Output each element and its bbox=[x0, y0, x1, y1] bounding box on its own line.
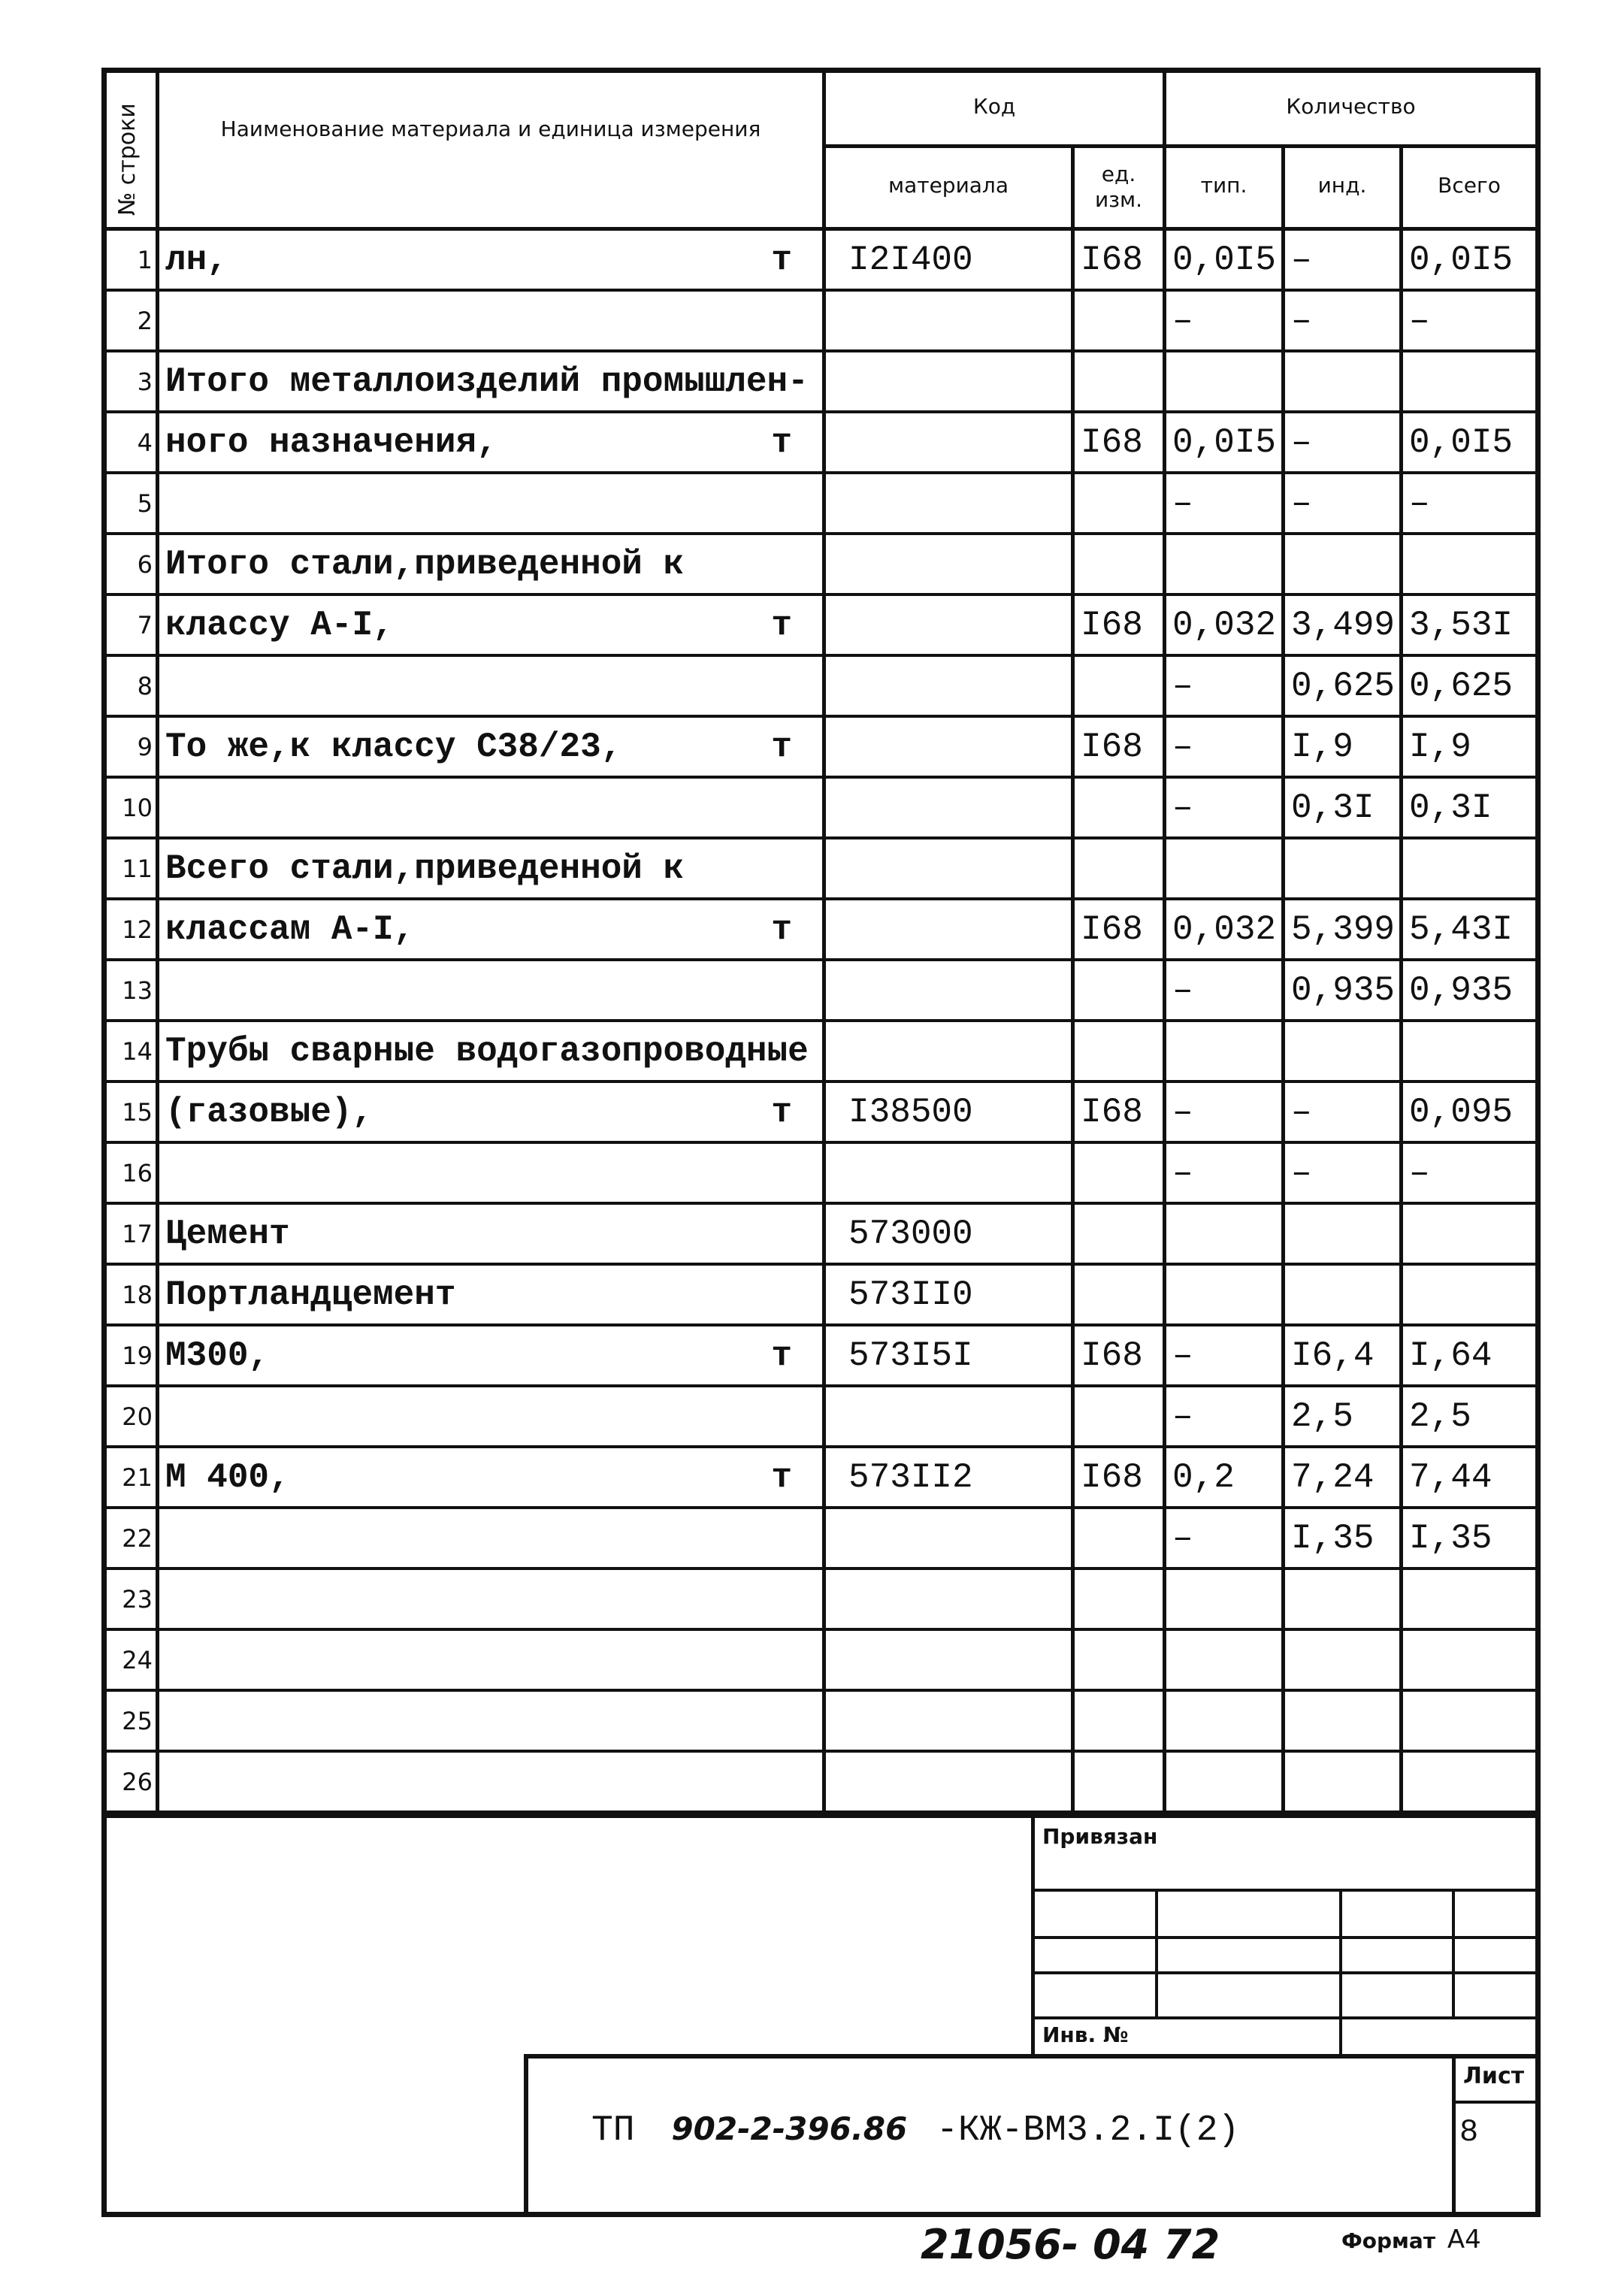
qty-ind: 3,499 bbox=[1285, 596, 1403, 654]
unit-code bbox=[1075, 474, 1166, 532]
qty-total: 0,625 bbox=[1409, 666, 1514, 706]
unit-sign: т bbox=[771, 605, 792, 645]
qty-typ bbox=[1166, 1692, 1285, 1750]
qty-ind bbox=[1285, 1205, 1403, 1263]
material-code bbox=[826, 292, 1075, 349]
row-number: 23 bbox=[107, 1570, 159, 1628]
unit-code bbox=[1075, 961, 1166, 1019]
qty-ind: I,9 bbox=[1285, 718, 1403, 776]
qty-total bbox=[1403, 839, 1535, 897]
qty-typ: – bbox=[1166, 657, 1285, 715]
unit-code bbox=[1075, 1266, 1166, 1323]
material-name-cell bbox=[159, 1387, 826, 1445]
row-number: 10 bbox=[107, 779, 159, 836]
unit-code: I68 bbox=[1075, 718, 1166, 776]
header-name: Наименование материала и единица измерения bbox=[159, 73, 826, 231]
row-number: 22 bbox=[107, 1509, 159, 1567]
qty-typ bbox=[1166, 1631, 1285, 1689]
qty-ind: 7,24 bbox=[1285, 1448, 1403, 1506]
material-code: I38500 bbox=[826, 1083, 1075, 1141]
row-number: 21 bbox=[107, 1448, 159, 1506]
row-number: 12 bbox=[107, 900, 159, 958]
table-row bbox=[107, 1083, 1535, 1144]
unit-code bbox=[1075, 352, 1166, 410]
material-code bbox=[826, 1387, 1075, 1445]
table-row bbox=[107, 1509, 1535, 1570]
material-code bbox=[826, 657, 1075, 715]
qty-ind: – bbox=[1285, 1083, 1403, 1141]
row-number: 16 bbox=[107, 1144, 159, 1202]
material-name: Всего стали,приведенной к bbox=[165, 849, 685, 888]
material-name-cell bbox=[159, 1266, 826, 1323]
unit-code: I68 bbox=[1075, 231, 1166, 289]
material-code bbox=[826, 900, 1075, 958]
material-name-cell bbox=[159, 1631, 826, 1689]
qty-typ bbox=[1166, 1753, 1285, 1811]
row-number: 9 bbox=[107, 718, 159, 776]
material-name: М 400, bbox=[165, 1457, 290, 1497]
material-code bbox=[826, 596, 1075, 654]
material-name-cell bbox=[159, 657, 826, 715]
qty-ind bbox=[1285, 839, 1403, 897]
qty-total bbox=[1403, 1570, 1535, 1628]
qty-ind: – bbox=[1285, 1144, 1403, 1202]
qty-typ: – bbox=[1166, 474, 1285, 532]
material-name-cell bbox=[159, 413, 826, 471]
material-code: 573I5I bbox=[826, 1326, 1075, 1384]
table-row bbox=[107, 779, 1535, 839]
material-name-cell bbox=[159, 1570, 826, 1628]
unit-code bbox=[1075, 1753, 1166, 1811]
qty-typ bbox=[1166, 1205, 1285, 1263]
qty-typ: 0,0I5 bbox=[1166, 231, 1285, 289]
unit-code bbox=[1075, 1631, 1166, 1689]
material-name-cell bbox=[159, 1692, 826, 1750]
doc-handwritten-number: 902-2-396.86 bbox=[671, 2110, 908, 2147]
material-name-cell bbox=[159, 535, 826, 593]
material-name-cell bbox=[159, 596, 826, 654]
qty-ind bbox=[1285, 352, 1403, 410]
row-number: 17 bbox=[107, 1205, 159, 1263]
table-row bbox=[107, 1692, 1535, 1753]
qty-total: – bbox=[1409, 301, 1430, 340]
material-name: Трубы сварные водогазопроводные bbox=[165, 1031, 809, 1071]
material-name: классу А-I, bbox=[165, 605, 394, 645]
table-row bbox=[107, 352, 1535, 413]
header-code-group: Код bbox=[826, 73, 1166, 148]
row-number: 19 bbox=[107, 1326, 159, 1384]
unit-code: I68 bbox=[1075, 596, 1166, 654]
table-row bbox=[107, 1326, 1535, 1387]
unit-code bbox=[1075, 1509, 1166, 1567]
unit-code bbox=[1075, 1144, 1166, 1202]
table-body bbox=[107, 231, 1535, 1814]
qty-typ: 0,032 bbox=[1166, 596, 1285, 654]
material-name-cell bbox=[159, 1022, 826, 1080]
qty-total: 5,43I bbox=[1409, 909, 1514, 949]
material-name-cell bbox=[159, 961, 826, 1019]
material-name: Портландцемент bbox=[165, 1275, 456, 1314]
material-code bbox=[826, 779, 1075, 836]
qty-ind: 2,5 bbox=[1285, 1387, 1403, 1445]
qty-total: 0,095 bbox=[1409, 1092, 1514, 1132]
table-row bbox=[107, 1753, 1535, 1814]
table-row bbox=[107, 1387, 1535, 1448]
material-code bbox=[826, 718, 1075, 776]
qty-ind: I,35 bbox=[1285, 1509, 1403, 1567]
material-code: 573000 bbox=[826, 1205, 1075, 1263]
material-code bbox=[826, 1570, 1075, 1628]
material-name-cell bbox=[159, 839, 826, 897]
material-code bbox=[826, 1692, 1075, 1750]
qty-total: 0,0I5 bbox=[1409, 422, 1514, 462]
unit-code bbox=[1075, 1205, 1166, 1263]
row-number: 25 bbox=[107, 1692, 159, 1750]
material-code: 573II2 bbox=[826, 1448, 1075, 1506]
qty-ind: – bbox=[1285, 474, 1403, 532]
qty-total bbox=[1403, 1205, 1535, 1263]
material-name: (газовые), bbox=[165, 1092, 373, 1132]
table-row bbox=[107, 1205, 1535, 1266]
table-row bbox=[107, 292, 1535, 352]
qty-ind: 0,625 bbox=[1285, 657, 1403, 715]
qty-typ: – bbox=[1166, 292, 1285, 349]
unit-code: I68 bbox=[1075, 413, 1166, 471]
doc-prefix: ТП bbox=[591, 2110, 635, 2151]
material-name: классам А-I, bbox=[165, 909, 415, 949]
table-row bbox=[107, 718, 1535, 779]
qty-typ: – bbox=[1166, 718, 1285, 776]
header-row-no: № строки bbox=[114, 103, 141, 216]
qty-typ: – bbox=[1166, 961, 1285, 1019]
material-name-cell bbox=[159, 474, 826, 532]
row-number: 3 bbox=[107, 352, 159, 410]
material-name-cell bbox=[159, 1448, 826, 1506]
table-row bbox=[107, 1022, 1535, 1083]
format-label: Формат А4 bbox=[1341, 2225, 1481, 2255]
header-all: Всего bbox=[1403, 148, 1535, 231]
material-code bbox=[826, 961, 1075, 1019]
qty-typ bbox=[1166, 1570, 1285, 1628]
qty-total: – bbox=[1409, 483, 1430, 523]
qty-total: 0,0I5 bbox=[1409, 240, 1514, 280]
table-row bbox=[107, 1570, 1535, 1631]
material-code bbox=[826, 474, 1075, 532]
material-name: Цемент bbox=[165, 1214, 290, 1254]
row-number: 4 bbox=[107, 413, 159, 471]
header-qty-group: Количество bbox=[1166, 73, 1535, 148]
material-code bbox=[826, 1144, 1075, 1202]
table-row bbox=[107, 596, 1535, 657]
table-row bbox=[107, 231, 1535, 292]
table-header bbox=[107, 73, 1535, 231]
row-number: 13 bbox=[107, 961, 159, 1019]
table-row bbox=[107, 657, 1535, 718]
material-name-cell bbox=[159, 779, 826, 836]
unit-sign: т bbox=[771, 422, 792, 462]
material-name-cell bbox=[159, 292, 826, 349]
qty-typ: – bbox=[1166, 1509, 1285, 1567]
qty-ind bbox=[1285, 1631, 1403, 1689]
unit-code bbox=[1075, 535, 1166, 593]
unit-sign: т bbox=[771, 240, 792, 280]
material-code: I2I400 bbox=[826, 231, 1075, 289]
unit-code bbox=[1075, 1387, 1166, 1445]
qty-total bbox=[1403, 535, 1535, 593]
qty-typ: 0,032 bbox=[1166, 900, 1285, 958]
qty-ind bbox=[1285, 1692, 1403, 1750]
material-code bbox=[826, 1631, 1075, 1689]
doc-suffix: -КЖ-ВМ3.2.I(2) bbox=[936, 2110, 1240, 2151]
material-code bbox=[826, 1753, 1075, 1811]
material-name: Итого металлоизделий промышлен- bbox=[165, 361, 809, 401]
material-name-cell bbox=[159, 1326, 826, 1384]
row-number: 6 bbox=[107, 535, 159, 593]
unit-code bbox=[1075, 657, 1166, 715]
unit-code bbox=[1075, 1692, 1166, 1750]
material-code bbox=[826, 839, 1075, 897]
material-name-cell bbox=[159, 1205, 826, 1263]
qty-total bbox=[1403, 352, 1535, 410]
material-code bbox=[826, 535, 1075, 593]
qty-typ bbox=[1166, 535, 1285, 593]
material-name-cell bbox=[159, 1083, 826, 1141]
qty-total: 0,3I bbox=[1409, 788, 1492, 827]
header-unit: ед. изм. bbox=[1075, 148, 1166, 231]
row-number: 18 bbox=[107, 1266, 159, 1323]
row-number: 20 bbox=[107, 1387, 159, 1445]
material-code bbox=[826, 352, 1075, 410]
qty-typ: 0,2 bbox=[1166, 1448, 1285, 1506]
row-number: 24 bbox=[107, 1631, 159, 1689]
material-name: лн, bbox=[165, 240, 228, 280]
qty-total: 0,935 bbox=[1409, 970, 1514, 1010]
qty-total bbox=[1403, 1692, 1535, 1750]
qty-typ: – bbox=[1166, 1083, 1285, 1141]
header-ind: инд. bbox=[1285, 148, 1403, 231]
qty-ind bbox=[1285, 1753, 1403, 1811]
stamp-sheet-label: Лист bbox=[1463, 2063, 1525, 2089]
handwritten-archive-number: 21056- 04 72 bbox=[921, 2221, 1220, 2268]
material-code bbox=[826, 413, 1075, 471]
table-row bbox=[107, 413, 1535, 474]
qty-typ bbox=[1166, 1266, 1285, 1323]
table-row bbox=[107, 1144, 1535, 1205]
qty-ind: – bbox=[1285, 292, 1403, 349]
qty-total: I,64 bbox=[1409, 1336, 1492, 1375]
qty-ind: – bbox=[1285, 413, 1403, 471]
table-row bbox=[107, 1448, 1535, 1509]
document-sheet bbox=[101, 68, 1541, 2217]
qty-ind bbox=[1285, 1266, 1403, 1323]
qty-ind: 5,399 bbox=[1285, 900, 1403, 958]
qty-typ: – bbox=[1166, 1326, 1285, 1384]
qty-ind: 0,3I bbox=[1285, 779, 1403, 836]
row-number: 11 bbox=[107, 839, 159, 897]
table-row bbox=[107, 1631, 1535, 1692]
material-name-cell bbox=[159, 231, 826, 289]
material-name-cell bbox=[159, 352, 826, 410]
row-number: 14 bbox=[107, 1022, 159, 1080]
unit-sign: т bbox=[771, 1457, 792, 1497]
qty-total: 2,5 bbox=[1409, 1396, 1471, 1436]
unit-code: I68 bbox=[1075, 1448, 1166, 1506]
material-code bbox=[826, 1022, 1075, 1080]
qty-ind bbox=[1285, 1570, 1403, 1628]
qty-total: I,35 bbox=[1409, 1518, 1492, 1558]
unit-sign: т bbox=[771, 909, 792, 949]
qty-total bbox=[1403, 1631, 1535, 1689]
qty-ind: – bbox=[1285, 231, 1403, 289]
unit-sign: т bbox=[771, 1336, 792, 1375]
material-name: М300, bbox=[165, 1336, 270, 1375]
header-typ: тип. bbox=[1166, 148, 1285, 231]
material-name: ного назначения, bbox=[165, 422, 497, 462]
qty-typ bbox=[1166, 1022, 1285, 1080]
row-number: 7 bbox=[107, 596, 159, 654]
unit-code bbox=[1075, 292, 1166, 349]
qty-total bbox=[1403, 1022, 1535, 1080]
material-name-cell bbox=[159, 900, 826, 958]
qty-typ bbox=[1166, 839, 1285, 897]
material-name-cell bbox=[159, 1753, 826, 1811]
qty-typ: – bbox=[1166, 1387, 1285, 1445]
qty-typ: – bbox=[1166, 1144, 1285, 1202]
table-row bbox=[107, 535, 1535, 596]
material-name-cell bbox=[159, 1144, 826, 1202]
material-name-cell bbox=[159, 1509, 826, 1567]
unit-code: I68 bbox=[1075, 900, 1166, 958]
unit-sign: т bbox=[771, 727, 792, 767]
header-material: материала bbox=[826, 148, 1075, 231]
title-block bbox=[107, 1814, 1535, 2212]
qty-typ bbox=[1166, 352, 1285, 410]
qty-ind bbox=[1285, 1022, 1403, 1080]
material-code bbox=[826, 1509, 1075, 1567]
stamp-linked: Привязан bbox=[1042, 1824, 1158, 1849]
table-row bbox=[107, 900, 1535, 961]
material-code: 573II0 bbox=[826, 1266, 1075, 1323]
qty-total: 3,53I bbox=[1409, 605, 1514, 645]
material-name: Итого стали,приведенной к bbox=[165, 544, 685, 584]
unit-code bbox=[1075, 779, 1166, 836]
unit-code bbox=[1075, 839, 1166, 897]
unit-code bbox=[1075, 1022, 1166, 1080]
unit-code: I68 bbox=[1075, 1326, 1166, 1384]
qty-total: I,9 bbox=[1409, 727, 1471, 767]
unit-code bbox=[1075, 1570, 1166, 1628]
stamp-inv: Инв. № bbox=[1042, 2022, 1129, 2047]
row-number: 15 bbox=[107, 1083, 159, 1141]
qty-ind bbox=[1285, 535, 1403, 593]
table-row bbox=[107, 1266, 1535, 1326]
unit-sign: т bbox=[771, 1092, 792, 1132]
row-number: 8 bbox=[107, 657, 159, 715]
qty-ind: I6,4 bbox=[1285, 1326, 1403, 1384]
table-row bbox=[107, 961, 1535, 1022]
material-name: То же,к классу С38/23, bbox=[165, 727, 622, 767]
qty-typ: – bbox=[1166, 779, 1285, 836]
table-row bbox=[107, 474, 1535, 535]
row-number: 1 bbox=[107, 231, 159, 289]
qty-typ: 0,0I5 bbox=[1166, 413, 1285, 471]
row-number: 2 bbox=[107, 292, 159, 349]
qty-total: 7,44 bbox=[1409, 1457, 1492, 1497]
unit-code: I68 bbox=[1075, 1083, 1166, 1141]
qty-total: – bbox=[1409, 1153, 1430, 1193]
row-number: 5 bbox=[107, 474, 159, 532]
qty-total bbox=[1403, 1266, 1535, 1323]
qty-ind: 0,935 bbox=[1285, 961, 1403, 1019]
material-name-cell bbox=[159, 718, 826, 776]
qty-total bbox=[1403, 1753, 1535, 1811]
stamp-sheet-no: 8 bbox=[1459, 2114, 1479, 2150]
table-row bbox=[107, 839, 1535, 900]
row-number: 26 bbox=[107, 1753, 159, 1811]
document-designation bbox=[591, 2110, 1239, 2151]
